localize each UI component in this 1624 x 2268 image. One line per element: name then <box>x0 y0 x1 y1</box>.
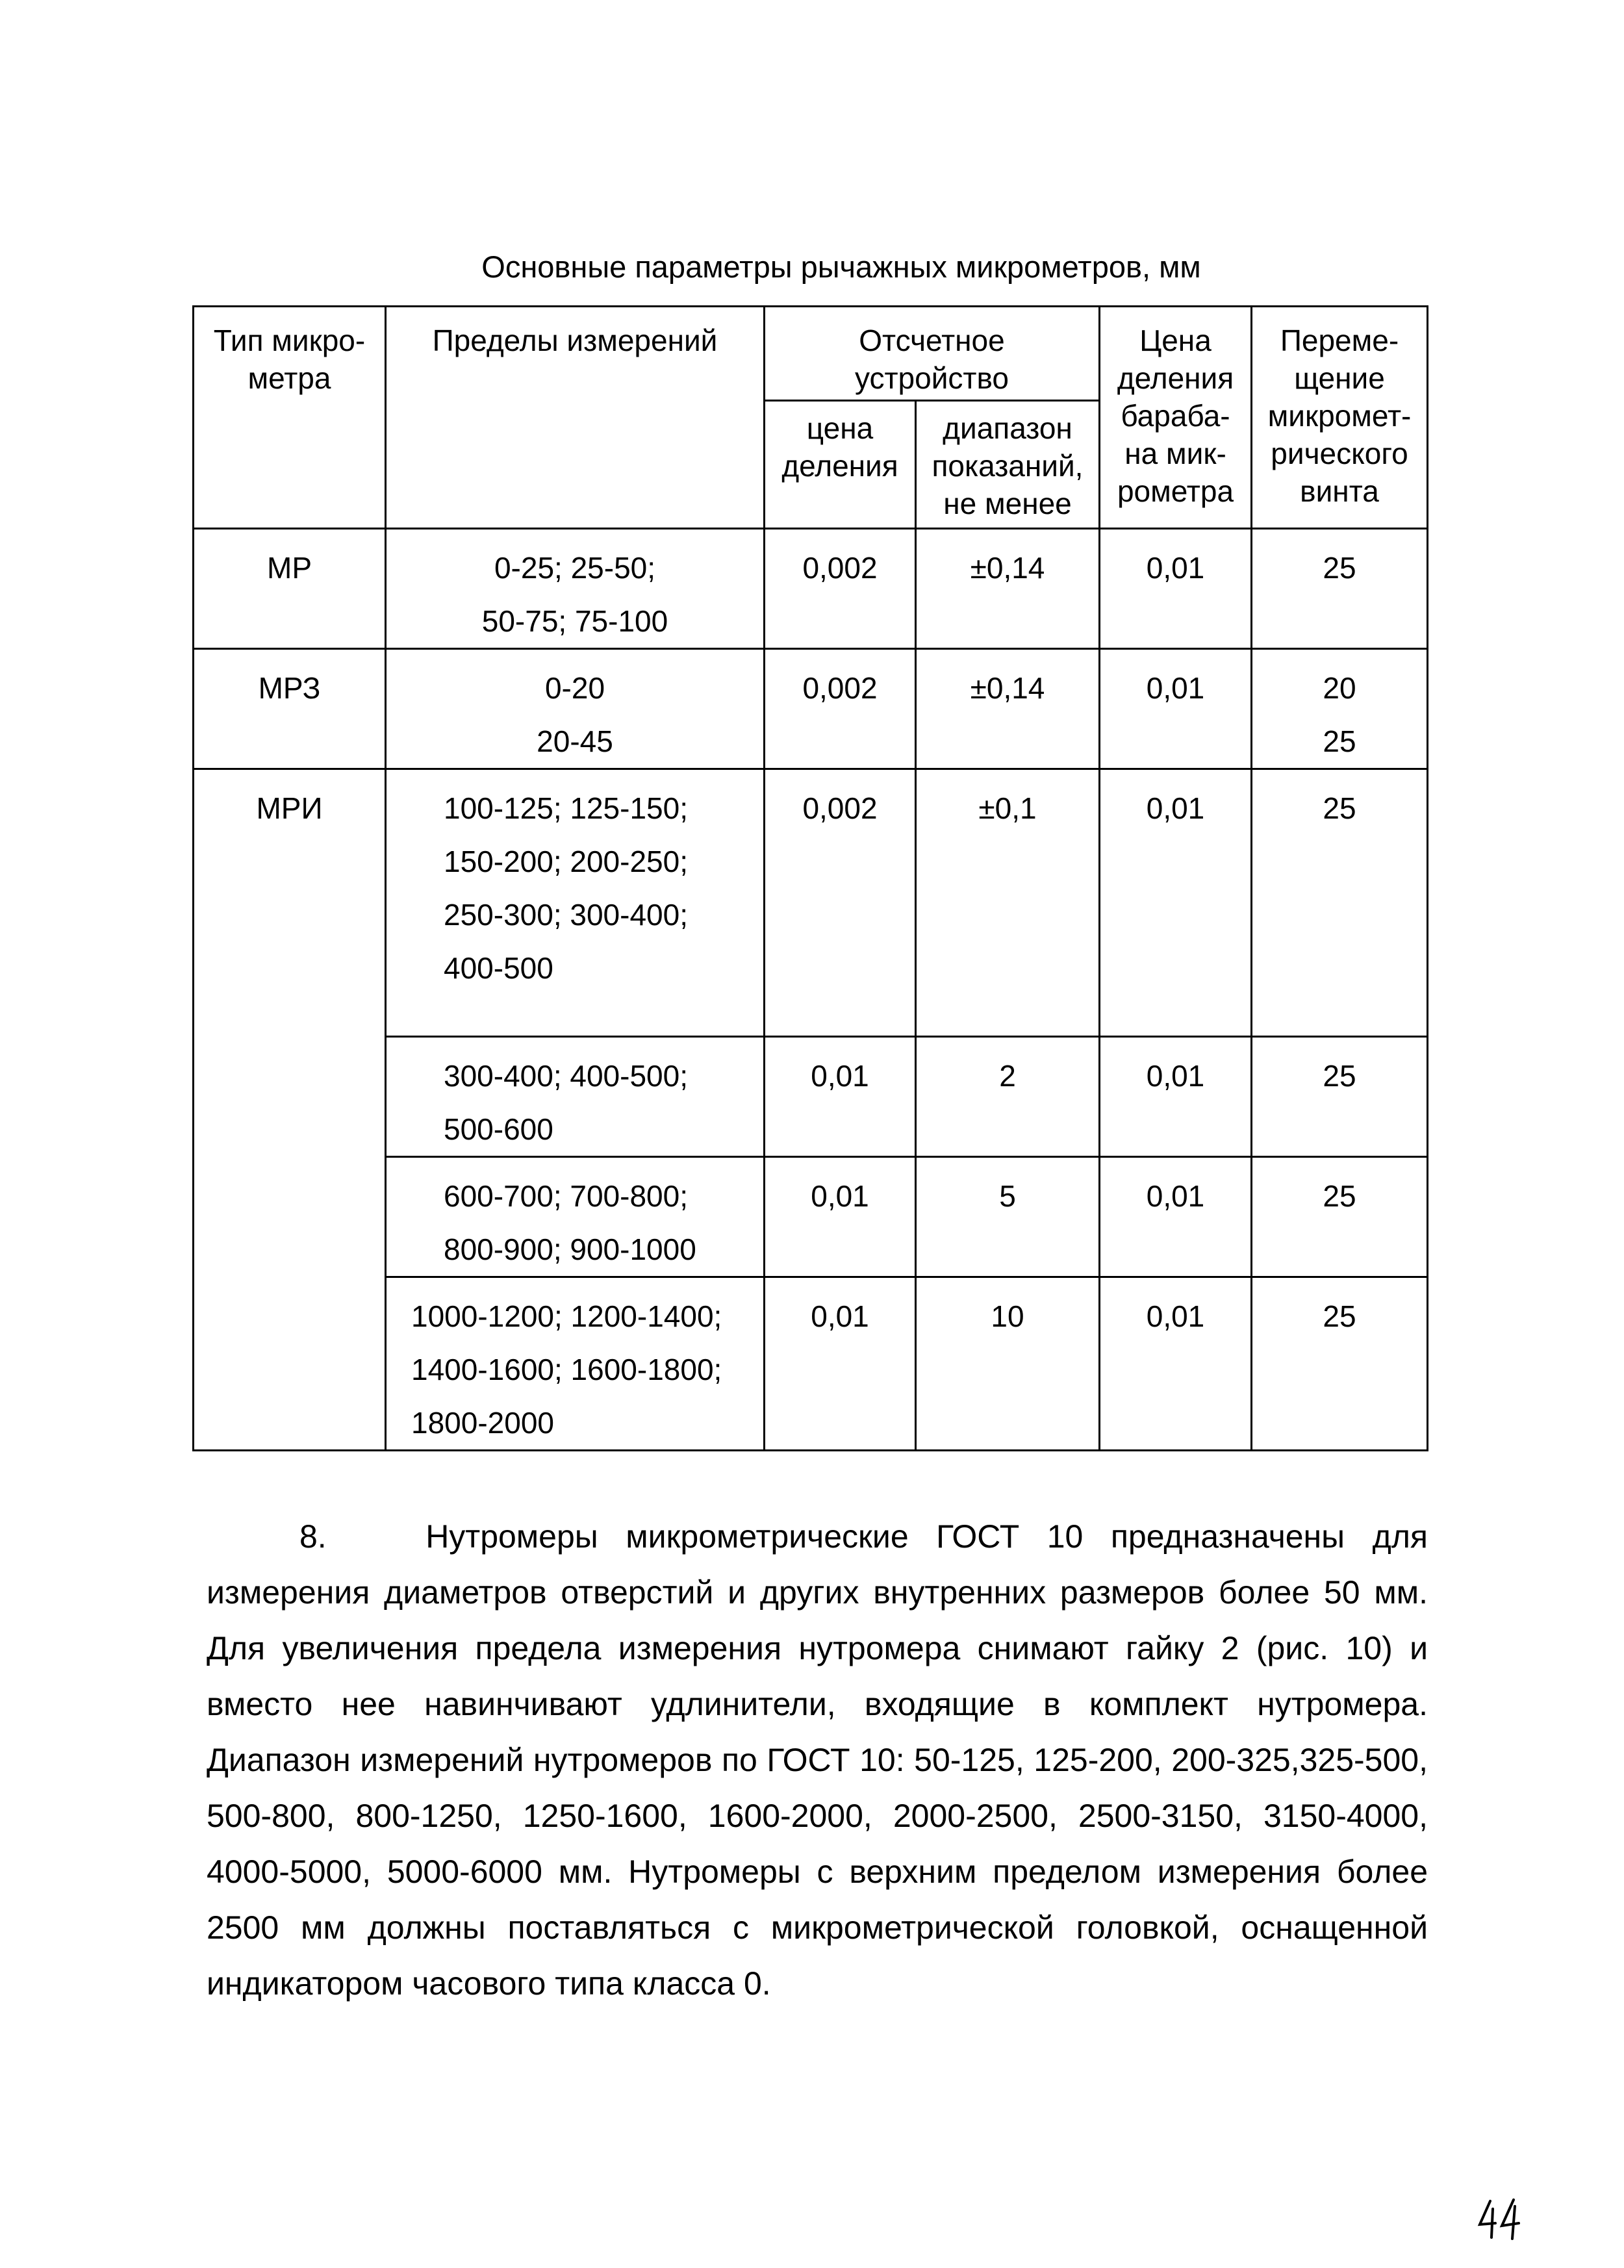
cell-travel: 25 <box>1252 1277 1428 1451</box>
table-row <box>194 529 1428 649</box>
cell-division: 0,002 <box>765 649 916 769</box>
cell-drum: 0,01 <box>1100 1157 1252 1277</box>
cell-travel: 25 <box>1252 1157 1428 1277</box>
cell-division: 0,01 <box>765 1157 916 1277</box>
cell-range: ±0,1 <box>916 769 1100 1037</box>
cell-division: 0,002 <box>765 529 916 649</box>
cell-range: ±0,14 <box>916 649 1100 769</box>
handwritten-page-number <box>1476 2196 1528 2241</box>
header-type: Тип микро- метра <box>194 307 386 529</box>
cell-type: МРЗ <box>194 649 386 769</box>
cell-travel: 20 25 <box>1252 649 1428 769</box>
cell-range: ±0,14 <box>916 529 1100 649</box>
table-row <box>194 649 1428 769</box>
cell-type: МРИ <box>194 769 386 1451</box>
cell-drum: 0,01 <box>1100 649 1252 769</box>
paragraph-8 <box>207 1509 1428 2011</box>
cell-drum: 0,01 <box>1100 529 1252 649</box>
header-drum-division: Цена деления бараба- на мик- рометра <box>1100 307 1252 529</box>
cell-division: 0,01 <box>765 1037 916 1157</box>
header-division: цена деления <box>765 401 916 529</box>
table-caption: Основные параметры рычажных микрометров, мм <box>481 249 1201 284</box>
cell-type: МР <box>194 529 386 649</box>
cell-range: 10 <box>916 1277 1100 1451</box>
cell-drum: 0,01 <box>1100 769 1252 1037</box>
cell-limits: 0-20 20-45 <box>386 649 765 769</box>
cell-limits: 600-700; 700-800; 800-900; 900-1000 <box>386 1157 765 1277</box>
cell-range: 5 <box>916 1157 1100 1277</box>
cell-limits: 300-400; 400-500; 500-600 <box>386 1037 765 1157</box>
cell-limits: 100-125; 125-150; 150-200; 200-250; 250-300; 300-400; 400-500 <box>386 769 765 1037</box>
header-limits: Пределы измерений <box>386 307 765 529</box>
micrometer-parameters-table <box>192 305 1428 1451</box>
header-range: диапазон показаний, не менее <box>916 401 1100 529</box>
header-reading-device: Отсчетное устройство <box>765 307 1100 401</box>
cell-range: 2 <box>916 1037 1100 1157</box>
cell-limits: 0-25; 25-50; 50-75; 75-100 <box>386 529 765 649</box>
paragraph-text: Нутромеры микрометрические ГОСТ 10 предназначены для измерения диаметров отверстий и других внутренних размеров более 50 мм. Для увеличения предела измерения нутромера снимают гайку 2 (рис. 10) и вместо нее навинчивают удлинители, входящие в комплект нутромера. Диапазон измерений нутромеров по ГОСТ 10: 50-125, 125-200, 200-325,325-500, 500-800, 800-1250, 1250-1600, 1600-2000, 2000-2500, 2500-3150, 3150-4000, 4000-5000, 5000-6000 мм. Нутромеры с верхним пределом измерения более 2500 мм должны поставляться с микрометрической головкой, оснащенной индикатором часового типа класса 0. <box>207 1518 1428 2002</box>
cell-drum: 0,01 <box>1100 1277 1252 1451</box>
cell-drum: 0,01 <box>1100 1037 1252 1157</box>
table-row <box>194 769 1428 1037</box>
cell-travel: 25 <box>1252 529 1428 649</box>
cell-division: 0,002 <box>765 769 916 1037</box>
header-screw-travel: Переме- щение микромет- рического винта <box>1252 307 1428 529</box>
paragraph-number: 8. <box>299 1518 327 1555</box>
cell-division: 0,01 <box>765 1277 916 1451</box>
cell-limits: 1000-1200; 1200-1400; 1400-1600; 1600-1800; 1800-2000 <box>386 1277 765 1451</box>
cell-travel: 25 <box>1252 1037 1428 1157</box>
cell-travel: 25 <box>1252 769 1428 1037</box>
